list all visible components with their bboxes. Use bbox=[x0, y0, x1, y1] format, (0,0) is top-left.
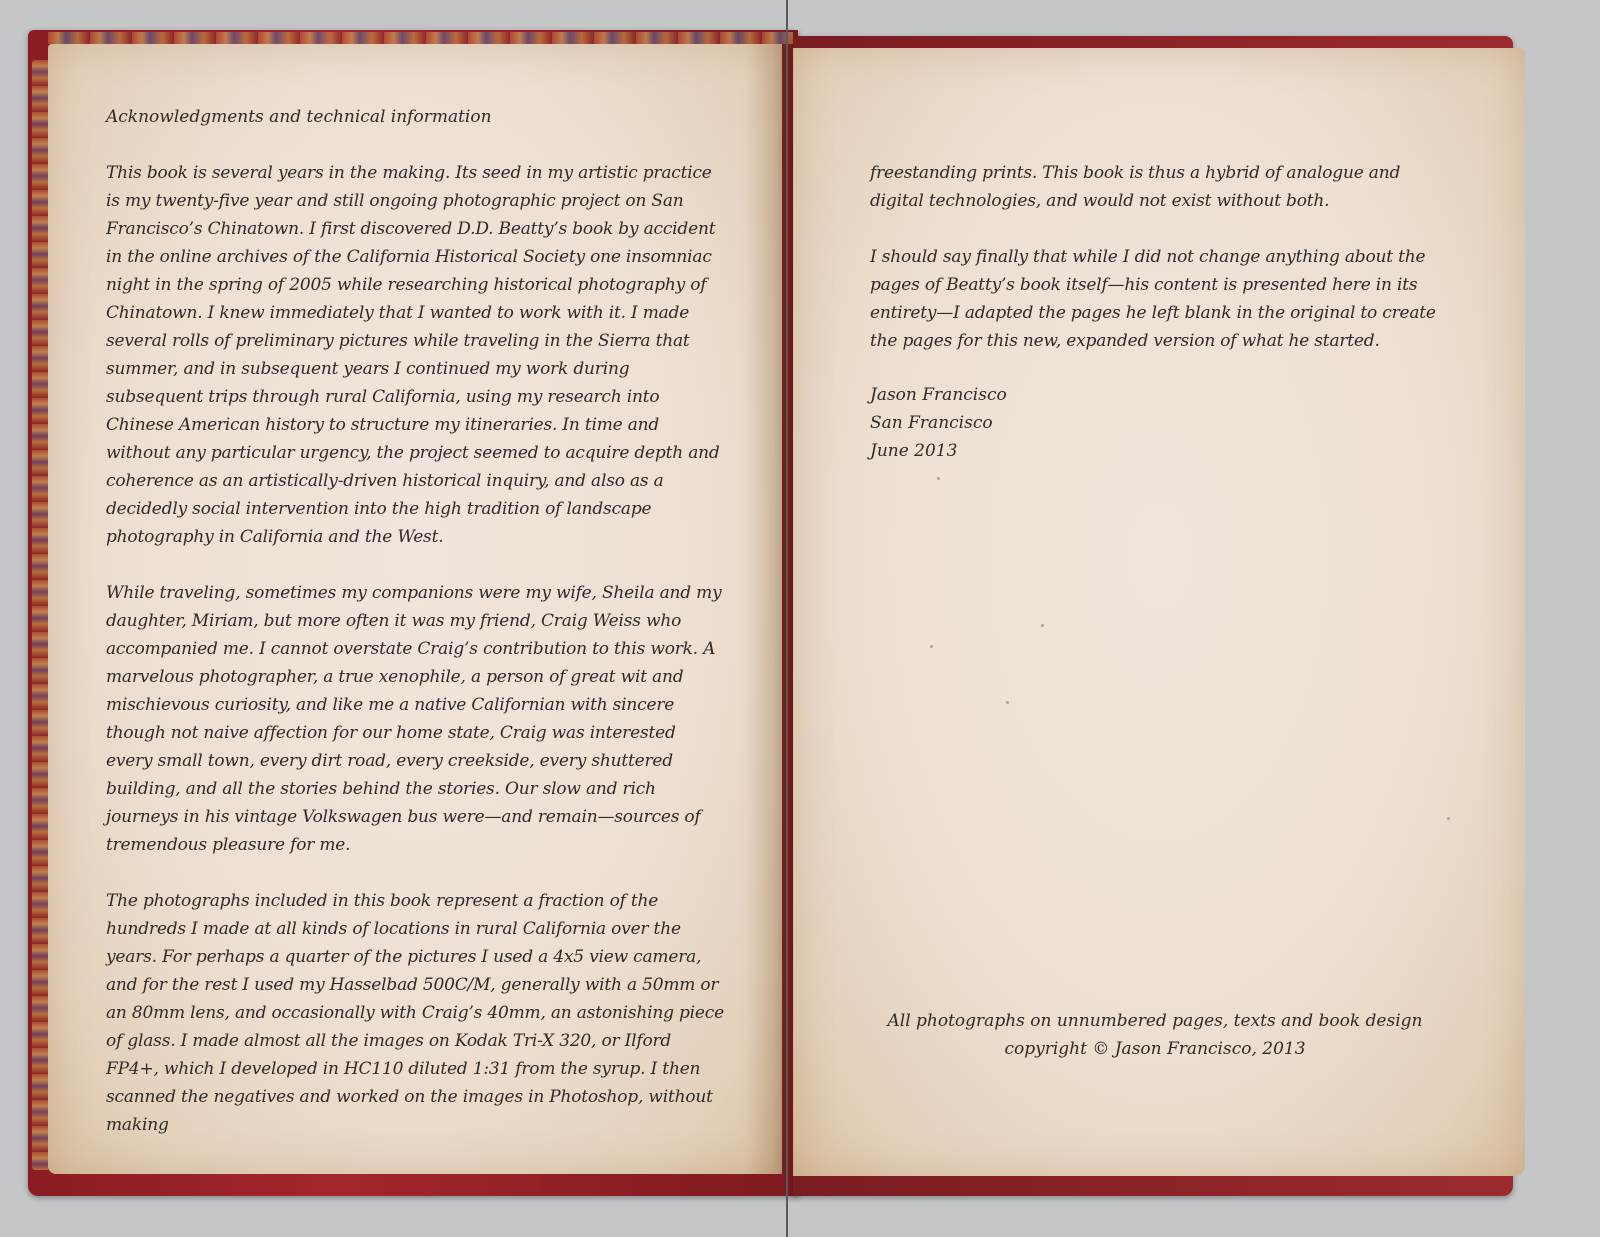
paper-speck bbox=[1006, 701, 1009, 704]
spine-divider bbox=[786, 0, 788, 1237]
copyright-notice bbox=[880, 1007, 1430, 1063]
signature-date: June 2013 bbox=[870, 441, 958, 461]
paper-speck bbox=[1447, 817, 1450, 820]
paper-speck bbox=[930, 645, 933, 648]
copyright-line: copyright © Jason Francisco, 2013 bbox=[1004, 1039, 1306, 1059]
author-place: San Francisco bbox=[870, 413, 993, 433]
copyright-line: All photographs on unnumbered pages, texts and book design bbox=[887, 1011, 1423, 1031]
right-page-text bbox=[870, 159, 1450, 383]
paragraph: freestanding prints. This book is thus a hybrid of analogue and digital technologies, and would not exist without both. bbox=[870, 163, 1401, 211]
signature-block bbox=[870, 381, 1007, 465]
paragraph: While traveling, sometimes my companions were my wife, Sheila and my daughter, Miriam, but more often it was my friend, Craig Weiss who accompanied me. I cannot overstate Craig’s contribution to this work. A marvelous photographer, a true xenophile, a person of great wit and mischievous curiosity, and like me a native Californian with sincere though not naive affection for our home state, Craig was interested every small town, every dirt road, every creekside, every shuttered building, and all the stories behind the stories. Our slow and rich journeys in his vintage Volkswagen bus were—and remain—sources of tremendous pleasure for me. bbox=[106, 583, 722, 855]
paper-speck bbox=[1041, 624, 1044, 627]
author-name: Jason Francisco bbox=[870, 385, 1007, 405]
paper-speck bbox=[937, 477, 940, 480]
marbled-top-edge bbox=[48, 32, 793, 44]
paragraph: I should say finally that while I did not change anything about the pages of Beatty’s book itself—his content is presented here in its entirety—I adapted the pages he left blank in the original to create the pages for this new, expanded version of what he started. bbox=[870, 247, 1436, 351]
page-heading: Acknowledgments and technical information bbox=[106, 107, 492, 127]
left-page-text bbox=[106, 159, 726, 1167]
paragraph: This book is several years in the making. Its seed in my artistic practice is my twenty-five year and still ongoing photographic project on San Francisco’s Chinatown. I first discovered D.D. Beatty’s book by accident in the online archives of the California Historical Society one insomniac night in the spring of 2005 while researching historical photography of Chinatown. I knew immediately that I wanted to work with it. I made several rolls of preliminary pictures while traveling in the Sierra that summer, and in subsequent years I continued my work during subsequent trips through rural California, using my research into Chinese American history to structure my itineraries. In time and without any particular urgency, the project seemed to acquire depth and coherence as an artistically-driven historical inquiry, and also as a decidedly social intervention into the high tradition of landscape photography in California and the West. bbox=[106, 163, 720, 547]
paragraph: The photographs included in this book represent a fraction of the hundreds I made at all kinds of locations in rural California over the years. For perhaps a quarter of the pictures I used a 4x5 view camera, and for the rest I used my Hasselbad 500C/M, generally with a 50mm or an 80mm lens, and occasionally with Craig’s 40mm, an astonishing piece of glass. I made almost all the images on Kodak Tri-X 320, or Ilford FP4+, which I developed in HC110 diluted 1:31 from the syrup. I then scanned the negatives and worked on the images in Photoshop, without making bbox=[106, 891, 724, 1135]
